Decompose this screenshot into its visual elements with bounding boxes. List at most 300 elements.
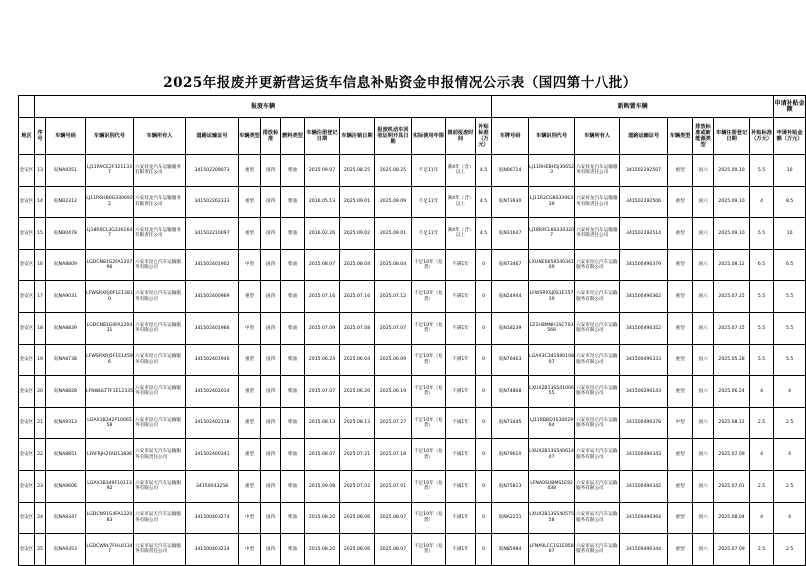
cell-new-permit: 341502292507 — [620, 155, 668, 187]
cell-new-std: 5.5 — [750, 155, 774, 187]
cell-owner: 六安市昆仑汽车运输服务有限公司 — [134, 249, 186, 281]
col-std: 补贴标准（万元） — [476, 118, 492, 155]
table-row — [19, 344, 806, 376]
cell-new-vin: LXUX2B13S54061407 — [529, 439, 575, 471]
cell-std: 0 — [476, 407, 492, 439]
cell-permit: 341502402118 — [186, 407, 239, 439]
table-row — [19, 376, 806, 408]
cell-type: 中型 — [239, 534, 261, 566]
cell-new-type: 重型 — [668, 218, 693, 250]
cell-dereg-date: 2025.08.04 — [340, 249, 375, 281]
cell-new-permit: 341500490379 — [620, 249, 668, 281]
cell-new-std: 5.5 — [750, 344, 774, 376]
cell-seq: 23 — [35, 470, 46, 502]
cell-emission: 国四 — [261, 407, 281, 439]
cell-plate: 皖NA9353 — [46, 534, 86, 566]
cell-dereg-date: 2025.08.06 — [340, 502, 375, 534]
cell-recycle-date: 2025.08.07 — [375, 502, 412, 534]
cell-new-owner: 六安市昆仑汽车运输服务有限公司 — [575, 281, 620, 313]
col-reg-date: 车辆注册登记日期 — [305, 118, 340, 155]
cell-reg-date: 2016.05.13 — [305, 186, 340, 218]
cell-plate: 皖NA8738 — [46, 344, 86, 376]
cell-new-reg: 2025.09.10 — [714, 218, 750, 250]
cell-permit: 341500403274 — [186, 502, 239, 534]
col-emission: 排放标准 — [261, 118, 281, 155]
cell-seq: 19 — [35, 344, 46, 376]
cell-new-plate: 皖N73445 — [492, 407, 529, 439]
cell-type: 重型 — [239, 186, 261, 218]
cell-new-reg: 2025.07.09 — [714, 534, 750, 566]
cell-new-vin: LXUNE065954034109 — [529, 249, 575, 281]
cell-std: 4.5 — [476, 155, 492, 187]
col-plate: 车辆号码 — [46, 118, 86, 155]
cell-new-type: 重型 — [668, 186, 693, 218]
cell-fuel: 柴油 — [281, 155, 305, 187]
table-row — [19, 281, 806, 313]
cell-reg-date: 2015.08.20 — [305, 502, 340, 534]
cell-new-emission: 国六 — [693, 281, 714, 313]
subsidy-table — [18, 95, 806, 566]
cell-seq: 16 — [35, 249, 46, 281]
cell-remaining: 不满1年 — [446, 470, 476, 502]
cell-new-vin: LXUX2B13S54100655 — [529, 376, 575, 408]
cell-seq: 13 — [35, 155, 46, 187]
cell-seq: 20 — [35, 376, 46, 408]
cell-permit: 341502401966 — [186, 312, 239, 344]
cell-owner: 六安市昆仑汽车运输服务有限公司 — [134, 376, 186, 408]
cell-plate: 皖NA8828 — [46, 376, 86, 408]
cell-new-emission: 国六 — [693, 439, 714, 471]
cell-new-reg: 2025.08.04 — [714, 502, 750, 534]
cell-dereg-date: 2025.09.02 — [340, 218, 375, 250]
cell-type: 中型 — [239, 502, 261, 534]
cell-amount: 5.5 — [774, 281, 806, 313]
cell-emission: 国四 — [261, 470, 281, 502]
col-new-owner: 车辆所有人 — [575, 118, 620, 155]
cell-actual-years: 不足10年（危货） — [412, 312, 446, 344]
cell-new-plate: 皖N74808 — [492, 376, 529, 408]
cell-recycle-date: 2025.07.27 — [375, 407, 412, 439]
scrap-vehicles-header: 报废车辆 — [35, 96, 492, 118]
cell-owner: 六安市辰天汽车运输服务有限公司 — [134, 470, 186, 502]
col-recycle-date: 报废机动车回收证明开具日期 — [375, 118, 412, 155]
cell-owner: 六安祥龙汽车运输服务有限责任公司 — [134, 186, 186, 218]
cell-new-emission: 国六 — [693, 186, 714, 218]
column-header-row — [19, 118, 806, 155]
cell-vin: LGDCN81G2FA120796 — [86, 249, 134, 281]
cell-new-emission: 国六 — [693, 376, 714, 408]
cell-actual-years: 不足11年 — [412, 155, 446, 187]
cell-vin: LGDCN91G4FA122083 — [86, 502, 134, 534]
cell-recycle-date: 2025.09.01 — [375, 218, 412, 250]
table-row — [19, 502, 806, 534]
cell-std: 0 — [476, 502, 492, 534]
cell-amount: 4 — [774, 376, 806, 408]
col-amount: 申请补贴金额（万元） — [774, 118, 806, 155]
cell-amount: 4 — [774, 439, 806, 471]
cell-new-vin: LJ18R4CL8S3303207 — [529, 218, 575, 250]
cell-owner: 六安市辰天汽车运输服务有限公司 — [134, 502, 186, 534]
cell-region: 金安区 — [19, 407, 35, 439]
cell-emission: 国四 — [261, 312, 281, 344]
table-row — [19, 407, 806, 439]
cell-permit: 341502402014 — [186, 376, 239, 408]
cell-new-reg: 2025.06.24 — [714, 376, 750, 408]
cell-actual-years: 不足10年（危货） — [412, 502, 446, 534]
cell-amount: 5.5 — [774, 344, 806, 376]
col-permit: 道路运输证号 — [186, 118, 239, 155]
cell-fuel: 柴油 — [281, 407, 305, 439]
cell-fuel: 柴油 — [281, 218, 305, 250]
cell-new-type: 重型 — [668, 534, 693, 566]
cell-std: 0 — [476, 470, 492, 502]
cell-new-type: 重型 — [668, 312, 693, 344]
cell-new-plate: 皖N73467 — [492, 249, 529, 281]
cell-reg-date: 2015.08.20 — [305, 534, 340, 566]
cell-fuel: 柴油 — [281, 312, 305, 344]
cell-plate: 皖NA9031 — [46, 281, 86, 313]
cell-new-std: 5.5 — [750, 281, 774, 313]
cell-std: 0 — [476, 312, 492, 344]
cell-fuel: 柴油 — [281, 281, 305, 313]
cell-new-reg: 2025.05.28 — [714, 344, 750, 376]
cell-new-reg: 2025.07.09 — [714, 439, 750, 471]
cell-new-reg: 2025.07.15 — [714, 312, 750, 344]
cell-new-vin: LJ11RHEBH5J306523 — [529, 155, 575, 187]
cell-std: 0 — [476, 534, 492, 566]
cell-plate: 皖NA8809 — [46, 249, 86, 281]
cell-fuel: 柴油 — [281, 470, 305, 502]
table-row — [19, 439, 806, 471]
cell-dereg-date: 2025.07.08 — [340, 312, 375, 344]
cell-new-permit: 341500490378 — [620, 407, 668, 439]
cell-seq: 22 — [35, 439, 46, 471]
cell-vin: LGDCN81G0FA120431 — [86, 312, 134, 344]
new-vehicles-header: 新购置车辆 — [492, 96, 774, 118]
cell-recycle-date: 2025.09.09 — [375, 186, 412, 218]
cell-seq: 21 — [35, 407, 46, 439]
cell-new-type: 重型 — [668, 439, 693, 471]
cell-seq: 14 — [35, 186, 46, 218]
cell-fuel: 柴油 — [281, 186, 305, 218]
cell-new-owner: 六安祥龙汽车运输服务有限责任公司 — [575, 155, 620, 187]
cell-emission: 国四 — [261, 502, 281, 534]
cell-amount: 5.5 — [774, 312, 806, 344]
cell-fuel: 柴油 — [281, 534, 305, 566]
cell-new-reg: 2025.08.12 — [714, 407, 750, 439]
table-row — [19, 470, 806, 502]
cell-new-emission: 国六 — [693, 218, 714, 250]
cell-plate: 皖NA9351 — [46, 155, 86, 187]
col-actual-years: 实际使用年限 — [412, 118, 446, 155]
cell-region: 金安区 — [19, 218, 35, 250]
cell-new-owner: 六安祥龙汽车运输服务有限责任公司 — [575, 218, 620, 250]
cell-emission: 国四 — [261, 534, 281, 566]
cell-actual-years: 不足10年（危货） — [412, 534, 446, 566]
cell-new-std: 5.5 — [750, 218, 774, 250]
cell-owner: 六安市昆仑汽车运输服务有限公司 — [134, 281, 186, 313]
col-fuel: 燃料类型 — [281, 118, 305, 155]
cell-actual-years: 不足10年（危货） — [412, 439, 446, 471]
cell-new-vin: LGAX3C341S9010807 — [529, 344, 575, 376]
cell-permit: 341502262333 — [186, 186, 239, 218]
cell-plate: 皖NA9313 — [46, 407, 86, 439]
cell-dereg-date: 2025.07.02 — [340, 470, 375, 502]
cell-emission: 国四 — [261, 186, 281, 218]
cell-region: 金安区 — [19, 281, 35, 313]
cell-owner: 六安市昆仑汽车运输服务有限公司 — [134, 407, 186, 439]
col-new-type: 车辆类型 — [668, 118, 693, 155]
cell-remaining: 不满1年 — [446, 534, 476, 566]
cell-vin: LFAFRJH2FAD13836 — [86, 439, 134, 471]
cell-seq: 24 — [35, 502, 46, 534]
cell-new-type: 重型 — [668, 155, 693, 187]
cell-vin: LJ11R9CE2F3211337 — [86, 155, 134, 187]
cell-std: 0 — [476, 249, 492, 281]
cell-new-std: 2.5 — [750, 470, 774, 502]
cell-new-type: 中型 — [668, 407, 693, 439]
cell-vin: LGDCW9L7FHL01347 — [86, 534, 134, 566]
cell-new-emission: 国六 — [693, 534, 714, 566]
cell-amount: 10 — [774, 218, 806, 250]
cell-new-type: 重型 — [668, 249, 693, 281]
cell-new-permit: 341500290143 — [620, 376, 668, 408]
cell-reg-date: 2015.06.24 — [305, 344, 340, 376]
cell-region: 金安区 — [19, 155, 35, 187]
cell-actual-years: 不足10年（危货） — [412, 470, 446, 502]
cell-new-vin: LFNX9LCC1S1E95867 — [529, 534, 575, 566]
cell-plate: 皖NA9606 — [46, 470, 86, 502]
cell-remaining: 不满1年 — [446, 439, 476, 471]
cell-type: 中型 — [239, 312, 261, 344]
cell-remaining: 不满1年 — [446, 376, 476, 408]
cell-dereg-date: 2025.08.06 — [340, 534, 375, 566]
cell-permit: 341502400969 — [186, 281, 239, 313]
cell-owner: 六安祥龙汽车运输服务有限责任公司 — [134, 218, 186, 250]
cell-amount: 2.5 — [774, 470, 806, 502]
col-remaining: 提前报废时间 — [446, 118, 476, 155]
cell-new-permit: 341502292514 — [620, 218, 668, 250]
cell-new-plate: 皖N75813 — [492, 470, 529, 502]
cell-new-type: 重型 — [668, 470, 693, 502]
col-new-reg: 车辆注册登记日期 — [714, 118, 750, 155]
cell-amount: 10 — [774, 155, 806, 187]
apply-amount-header: 申请补贴金额 — [774, 96, 806, 118]
cell-remaining: 满4年（含）以上 — [446, 155, 476, 187]
cell-dereg-date: 2025.07.21 — [340, 439, 375, 471]
col-type: 车辆类型 — [239, 118, 261, 155]
cell-reg-date: 2015.09.08 — [305, 470, 340, 502]
cell-dereg-date: 2025.08.13 — [340, 407, 375, 439]
cell-emission: 国四 — [261, 344, 281, 376]
cell-amount: 8.5 — [774, 186, 806, 218]
cell-reg-date: 2015.07.07 — [305, 376, 340, 408]
cell-vin: LJ18R0CL3G3301647 — [86, 218, 134, 250]
cell-new-permit: 341500490344 — [620, 534, 668, 566]
cell-new-emission: 国六 — [693, 312, 714, 344]
cell-amount: 6.5 — [774, 249, 806, 281]
cell-new-plate: 皖N31647 — [492, 218, 529, 250]
col-owner: 车辆所有人 — [134, 118, 186, 155]
cell-dereg-date: 2025.09.01 — [340, 186, 375, 218]
cell-type: 重型 — [239, 344, 261, 376]
cell-recycle-date: 2025.08.25 — [375, 155, 412, 187]
cell-new-emission: 国六 — [693, 407, 714, 439]
cell-type: 中型 — [239, 249, 261, 281]
col-new-plate: 车牌号码 — [492, 118, 529, 155]
cell-new-plate: 皖N06714 — [492, 155, 529, 187]
col-seq: 序号 — [35, 118, 46, 155]
cell-new-std: 2.5 — [750, 534, 774, 566]
cell-permit: 341502401940 — [186, 344, 239, 376]
cell-type: 重型 — [239, 218, 261, 250]
cell-actual-years: 不足10年（危货） — [412, 376, 446, 408]
cell-amount: 2.5 — [774, 407, 806, 439]
cell-actual-years: 不足10年（危货） — [412, 281, 446, 313]
cell-recycle-date: 2025.07.01 — [375, 470, 412, 502]
cell-new-plate: 皖N79610 — [492, 439, 529, 471]
cell-new-owner: 六安市辰天汽车运输服务有限公司 — [575, 502, 620, 534]
cell-remaining: 不满1年 — [446, 407, 476, 439]
cell-new-vin: LXUX2B13S54057558 — [529, 502, 575, 534]
cell-type: 重型 — [239, 281, 261, 313]
cell-new-std: 4 — [750, 439, 774, 471]
cell-emission: 国四 — [261, 376, 281, 408]
cell-new-plate: 皖N73930 — [492, 186, 529, 218]
cell-permit: 341502209073 — [186, 155, 239, 187]
cell-vin: LGAX3B349F1011392 — [86, 470, 134, 502]
cell-region: 金安区 — [19, 249, 35, 281]
cell-new-plate: 皖NA2211 — [492, 502, 529, 534]
cell-reg-date: 2015.07.16 — [305, 281, 340, 313]
cell-new-vin: LZ1H8MNH1SC703568 — [529, 312, 575, 344]
cell-type: 重型 — [239, 439, 261, 471]
cell-recycle-date: 2025.07.12 — [375, 281, 412, 313]
cell-std: 0 — [476, 281, 492, 313]
cell-new-vin: LFWSRXSJ0S1E15739 — [529, 281, 575, 313]
cell-new-owner: 六安市昆仑汽车运输服务有限公司 — [575, 249, 620, 281]
cell-amount: 2.5 — [774, 534, 806, 566]
cell-recycle-date: 2025.06.19 — [375, 376, 412, 408]
cell-std: 4.5 — [476, 218, 492, 250]
cell-new-emission: 国六 — [693, 470, 714, 502]
table-row — [19, 186, 806, 218]
cell-vin: LGAX3B342F1006558 — [86, 407, 134, 439]
cell-std: 0 — [476, 376, 492, 408]
table-row — [19, 249, 806, 281]
col-new-permit: 道路运输证号 — [620, 118, 668, 155]
cell-actual-years: 不足11年 — [412, 186, 446, 218]
cell-new-std: 6.5 — [750, 249, 774, 281]
cell-new-emission: 国六 — [693, 502, 714, 534]
cell-region: 金安区 — [19, 502, 35, 534]
cell-fuel: 柴油 — [281, 249, 305, 281]
cell-remaining: 不满1年 — [446, 344, 476, 376]
cell-type: 重型 — [239, 407, 261, 439]
cell-dereg-date: 2025.06.04 — [340, 344, 375, 376]
cell-new-permit: 341500490342 — [620, 470, 668, 502]
col-region: 地区 — [19, 118, 35, 155]
cell-amount: 4 — [774, 502, 806, 534]
cell-std: 0 — [476, 439, 492, 471]
cell-seq: 25 — [35, 534, 46, 566]
cell-fuel: 柴油 — [281, 439, 305, 471]
col-vin: 车辆识别代号 — [86, 118, 134, 155]
cell-remaining: 不满1年 — [446, 281, 476, 313]
cell-region: 金安区 — [19, 312, 35, 344]
cell-new-permit: 341502292506 — [620, 186, 668, 218]
cell-new-emission: 国六 — [693, 155, 714, 187]
cell-remaining: 不满1年 — [446, 502, 476, 534]
cell-new-reg: 2025.07.01 — [714, 470, 750, 502]
cell-remaining: 不满1年 — [446, 249, 476, 281]
cell-new-vin: LFNA0SUBMS1E92438 — [529, 470, 575, 502]
cell-remaining: 不满1年 — [446, 312, 476, 344]
cell-new-reg: 2025.08.12 — [714, 249, 750, 281]
cell-std: 4.5 — [476, 186, 492, 218]
cell-type: 重型 — [239, 470, 261, 502]
cell-new-owner: 六安市辰天汽车运输服务有限公司 — [575, 470, 620, 502]
cell-new-permit: 341500490333 — [620, 344, 668, 376]
cell-new-owner: 六安市辰天汽车运输服务有限公司 — [575, 439, 620, 471]
cell-remaining: 满4年（含）以上 — [446, 186, 476, 218]
cell-dereg-date: 2025.06.20 — [340, 376, 375, 408]
cell-seq: 17 — [35, 281, 46, 313]
cell-vin: LJ11R6HB0G3306922 — [86, 186, 134, 218]
cell-recycle-date: 2025.08.04 — [375, 249, 412, 281]
cell-recycle-date: 2025.08.07 — [375, 534, 412, 566]
cell-new-owner: 六安市昆仑汽车运输服务有限公司 — [575, 312, 620, 344]
cell-seq: 15 — [35, 218, 46, 250]
cell-new-owner: 六安市昆仑汽车运输服务有限公司 — [575, 344, 620, 376]
cell-new-plate: 皖N18239 — [492, 312, 529, 344]
cell-new-emission: 国六 — [693, 249, 714, 281]
cell-region: 金安区 — [19, 344, 35, 376]
col-new-std: 补贴标准（万元） — [750, 118, 774, 155]
cell-permit: 341502400341 — [186, 439, 239, 471]
cell-emission: 国四 — [261, 249, 281, 281]
cell-new-owner: 六安市辰天汽车运输服务有限公司 — [575, 534, 620, 566]
cell-actual-years: 不足10年（危货） — [412, 344, 446, 376]
cell-region: 金安区 — [19, 470, 35, 502]
header-blank — [19, 96, 35, 118]
cell-plate: 皖NB2312 — [46, 186, 86, 218]
cell-new-owner: 六安市昆仑汽车运输服务有限公司 — [575, 407, 620, 439]
cell-new-reg: 2025.09.10 — [714, 155, 750, 187]
cell-new-permit: 341500490362 — [620, 281, 668, 313]
cell-fuel: 柴油 — [281, 376, 305, 408]
cell-new-type: 重型 — [668, 281, 693, 313]
cell-fuel: 柴油 — [281, 502, 305, 534]
cell-new-std: 5.5 — [750, 312, 774, 344]
cell-fuel: 柴油 — [281, 344, 305, 376]
cell-new-permit: 341500490343 — [620, 439, 668, 471]
cell-recycle-date: 2025.06.09 — [375, 344, 412, 376]
cell-new-plate: 皖N76403 — [492, 344, 529, 376]
cell-new-std: 4 — [750, 376, 774, 408]
cell-type: 重型 — [239, 376, 261, 408]
cell-new-std: 2.5 — [750, 407, 774, 439]
cell-region: 金安区 — [19, 439, 35, 471]
cell-actual-years: 不足10年（危货） — [412, 407, 446, 439]
cell-vin: LFWSRXRJ0F1E13810 — [86, 281, 134, 313]
cell-owner: 六安市昆仑汽车运输服务有限公司 — [134, 344, 186, 376]
cell-recycle-date: 2025.07.07 — [375, 312, 412, 344]
cell-owner: 六安祥龙汽车运输服务有限责任公司 — [134, 155, 186, 187]
cell-permit: 341502401902 — [186, 249, 239, 281]
cell-dereg-date: 2025.08.25 — [340, 155, 375, 187]
cell-recycle-date: 2025.07.18 — [375, 439, 412, 471]
